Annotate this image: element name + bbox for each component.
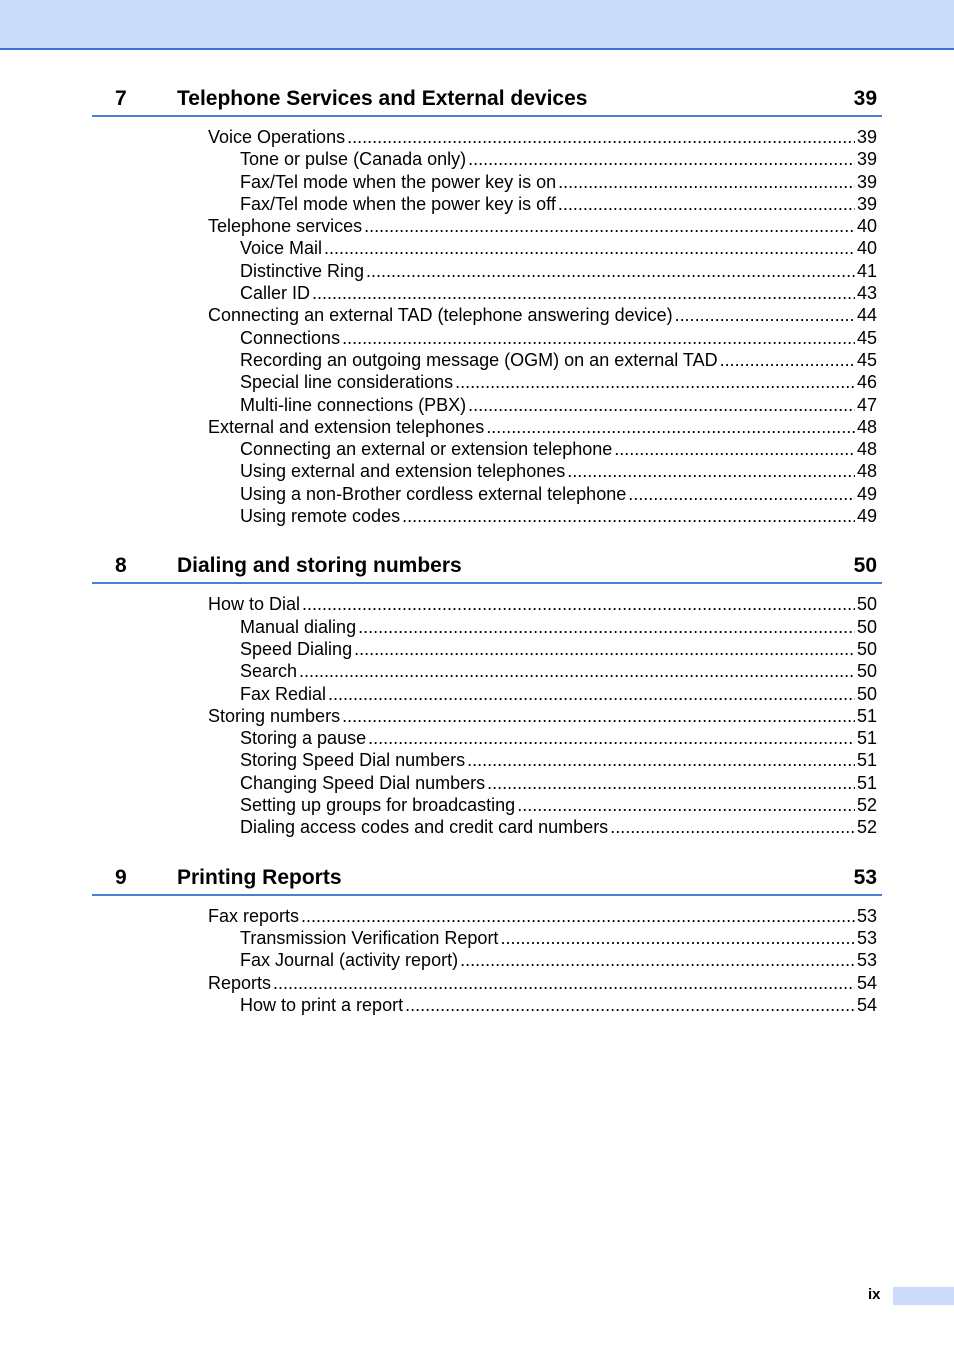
entry-title: Transmission Verification Report (240, 927, 499, 948)
chapter-title: Printing Reports (177, 865, 342, 889)
chapter-page: 39 (853, 87, 877, 110)
dot-leader (301, 905, 855, 927)
entry-page: 50 (856, 683, 877, 704)
dot-leader (614, 438, 855, 460)
toc-subsection-entry[interactable] (92, 327, 882, 349)
entry-title: Using external and extension telephones (240, 461, 566, 482)
entry-page: 52 (856, 817, 877, 838)
entry-title: Fax/Tel mode when the power key is off (240, 193, 556, 214)
entry-page: 50 (856, 594, 877, 615)
entry-page: 39 (856, 149, 877, 170)
entry-page: 50 (856, 616, 877, 637)
dot-leader (487, 772, 855, 794)
entry-title: How to Dial (208, 594, 301, 615)
entry-page: 51 (856, 705, 877, 726)
entry-list (92, 896, 882, 1016)
toc-subsection-entry[interactable] (92, 282, 882, 304)
dot-leader (324, 237, 855, 259)
dot-leader (558, 193, 855, 215)
dot-leader (460, 949, 855, 971)
chapter-heading[interactable] (92, 84, 882, 117)
toc-subsection-entry[interactable] (92, 505, 882, 527)
dot-leader (312, 282, 855, 304)
dot-leader (328, 683, 855, 705)
dot-leader (402, 505, 855, 527)
dot-leader (273, 972, 855, 994)
entry-page: 41 (856, 260, 877, 281)
toc-subsection-entry[interactable] (92, 349, 882, 371)
page-number: ix (868, 1286, 881, 1303)
toc-subsection-entry[interactable] (92, 394, 882, 416)
entry-title: Reports (208, 972, 272, 993)
table-of-contents (92, 84, 882, 1040)
entry-page: 44 (856, 305, 877, 326)
dot-leader (628, 483, 855, 505)
dot-leader (299, 660, 855, 682)
entry-title: Fax reports (208, 905, 300, 926)
entry-title: Telephone services (208, 216, 363, 237)
entry-title: Connecting an external or extension telephone (240, 439, 613, 460)
entry-title: Tone or pulse (Canada only) (240, 149, 467, 170)
toc-subsection-entry[interactable] (92, 727, 882, 749)
entry-page: 49 (856, 483, 877, 504)
entry-page: 39 (856, 193, 877, 214)
chapter-page: 53 (853, 865, 877, 889)
toc-section-entry[interactable] (92, 416, 882, 438)
dot-leader (720, 349, 855, 371)
entry-title: Caller ID (240, 283, 311, 304)
toc-section-entry[interactable] (92, 905, 882, 927)
dot-leader (500, 927, 855, 949)
entry-title: Storing a pause (240, 728, 367, 749)
entry-title: Distinctive Ring (240, 260, 365, 281)
toc-subsection-entry[interactable] (92, 260, 882, 282)
dot-leader (610, 816, 855, 838)
toc-section-entry[interactable] (92, 705, 882, 727)
toc-subsection-entry[interactable] (92, 660, 882, 682)
entry-page: 39 (856, 171, 877, 192)
entry-page: 52 (856, 795, 877, 816)
dot-leader (567, 460, 855, 482)
entry-title: Fax Journal (activity report) (240, 950, 459, 971)
entry-title: Multi-line connections (PBX) (240, 394, 467, 415)
toc-subsection-entry[interactable] (92, 460, 882, 482)
entry-page: 39 (856, 127, 877, 147)
dot-leader (358, 616, 855, 638)
entry-title: Voice Mail (240, 238, 323, 259)
toc-subsection-entry[interactable] (92, 483, 882, 505)
entry-page: 45 (856, 349, 877, 370)
entry-page: 53 (856, 905, 877, 926)
toc-subsection-entry[interactable] (92, 749, 882, 771)
entry-page: 40 (856, 238, 877, 259)
entry-page: 54 (856, 972, 877, 993)
dot-leader (455, 371, 855, 393)
dot-leader (558, 171, 855, 193)
toc-section-entry[interactable] (92, 126, 882, 148)
entry-page: 49 (856, 506, 877, 527)
entry-title: Fax/Tel mode when the power key is on (240, 171, 557, 192)
entry-title: Storing Speed Dial numbers (240, 750, 466, 771)
entry-title: Dialing access codes and credit card numbers (240, 817, 609, 838)
entry-page: 51 (856, 750, 877, 771)
toc-subsection-entry[interactable] (92, 616, 882, 638)
dot-leader (347, 126, 855, 148)
toc-subsection-entry[interactable] (92, 816, 882, 838)
chapter-heading[interactable] (92, 863, 882, 896)
chapter-title: Dialing and storing numbers (177, 554, 462, 578)
chapter-number: 8 (115, 554, 127, 578)
dot-leader (366, 260, 855, 282)
toc-subsection-entry[interactable] (92, 772, 882, 794)
dot-leader (342, 327, 855, 349)
dot-leader (468, 148, 855, 170)
chapter-title: Telephone Services and External devices (177, 87, 588, 110)
toc-subsection-entry[interactable] (92, 994, 882, 1016)
entry-page: 47 (856, 394, 877, 415)
entry-page: 51 (856, 728, 877, 749)
entry-title: External and extension telephones (208, 416, 485, 437)
entry-title: Changing Speed Dial numbers (240, 772, 486, 793)
chapter-page: 50 (853, 554, 877, 578)
toc-subsection-entry[interactable] (92, 438, 882, 460)
toc-section-entry[interactable] (92, 304, 882, 326)
entry-page: 50 (856, 661, 877, 682)
chapter-section (92, 551, 882, 838)
dot-leader (467, 749, 855, 771)
footer-tab (893, 1287, 954, 1305)
toc-subsection-entry[interactable] (92, 171, 882, 193)
entry-list (92, 584, 882, 838)
dot-leader (354, 638, 855, 660)
chapter-number: 9 (115, 865, 127, 889)
dot-leader (342, 705, 855, 727)
toc-subsection-entry[interactable] (92, 683, 882, 705)
entry-title: Using a non-Brother cordless external telephone (240, 483, 627, 504)
entry-title: Setting up groups for broadcasting (240, 795, 516, 816)
entry-title: Voice Operations (208, 127, 346, 147)
entry-title: Connections (240, 327, 341, 348)
entry-title: Storing numbers (208, 705, 341, 726)
toc-subsection-entry[interactable] (92, 193, 882, 215)
chapter-section (92, 863, 882, 1016)
dot-leader (405, 994, 855, 1016)
toc-subsection-entry[interactable] (92, 949, 882, 971)
entry-page: 51 (856, 772, 877, 793)
entry-page: 40 (856, 216, 877, 237)
entry-page: 54 (856, 994, 877, 1015)
toc-subsection-entry[interactable] (92, 638, 882, 660)
entry-title: Manual dialing (240, 616, 357, 637)
dot-leader (368, 727, 855, 749)
entry-page: 45 (856, 327, 877, 348)
entry-page: 46 (856, 372, 877, 393)
dot-leader (468, 394, 855, 416)
entry-title: How to print a report (240, 994, 404, 1015)
dot-leader (675, 304, 855, 326)
entry-title: Connecting an external TAD (telephone answering device) (208, 305, 673, 326)
entry-page: 48 (856, 439, 877, 460)
toc-section-entry[interactable] (92, 215, 882, 237)
header-band (0, 0, 954, 50)
chapter-number: 7 (115, 87, 127, 110)
toc-subsection-entry[interactable] (92, 237, 882, 259)
entry-page: 48 (856, 416, 877, 437)
toc-subsection-entry[interactable] (92, 927, 882, 949)
entry-title: Recording an outgoing message (OGM) on an external TAD (240, 349, 718, 370)
chapter-heading[interactable] (92, 551, 882, 584)
dot-leader (486, 416, 855, 438)
entry-title: Using remote codes (240, 506, 401, 527)
toc-subsection-entry[interactable] (92, 148, 882, 170)
entry-list (92, 117, 882, 527)
toc-subsection-entry[interactable] (92, 371, 882, 393)
entry-title: Search (240, 661, 298, 682)
entry-title: Special line considerations (240, 372, 454, 393)
entry-page: 50 (856, 638, 877, 659)
chapter-section (92, 84, 882, 527)
entry-page: 53 (856, 950, 877, 971)
entry-title: Fax Redial (240, 683, 327, 704)
entry-page: 53 (856, 927, 877, 948)
toc-section-entry[interactable] (92, 972, 882, 994)
entry-page: 43 (856, 283, 877, 304)
toc-section-entry[interactable] (92, 593, 882, 615)
toc-subsection-entry[interactable] (92, 794, 882, 816)
dot-leader (364, 215, 855, 237)
entry-page: 48 (856, 461, 877, 482)
entry-title: Speed Dialing (240, 638, 353, 659)
dot-leader (517, 794, 855, 816)
dot-leader (302, 593, 855, 615)
